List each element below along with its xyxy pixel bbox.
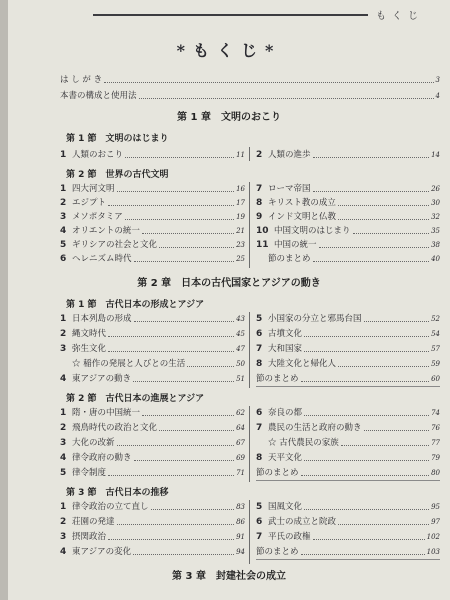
entry-page: 47 [236, 345, 245, 353]
entry-page: 51 [236, 375, 245, 383]
entry-number: 2 [256, 150, 263, 160]
entry-page: 38 [431, 241, 440, 249]
entry-number: 4 [60, 226, 67, 236]
section-heading[interactable]: 第 2 節 古代日本の進展とアジア [66, 394, 205, 404]
toc-entry[interactable] [256, 324, 440, 340]
leader-dots [108, 335, 234, 337]
entry-text: は し が き [60, 75, 103, 85]
entry-page: 30 [431, 199, 440, 207]
toc-entry[interactable] [60, 339, 245, 355]
entry-page: 59 [431, 360, 440, 368]
entry-text: 摂関政治 [72, 532, 107, 542]
entry-text: 節のまとめ [256, 374, 299, 384]
leader-dots [304, 459, 429, 461]
leader-dots [134, 320, 235, 322]
entry-text: 古墳文化 [268, 329, 303, 339]
entry-page: 69 [236, 454, 245, 462]
column-divider [249, 500, 250, 564]
entry-page: 103 [426, 548, 440, 556]
entry-page: 23 [236, 241, 245, 249]
entry-number: 5 [256, 314, 263, 324]
entry-text: ☆ 古代農民の家族 [268, 438, 339, 448]
entry-text: 東アジアの変化 [72, 547, 132, 557]
toc-entry-feature[interactable] [268, 433, 440, 449]
leader-dots [133, 380, 234, 382]
entry-page: 21 [236, 227, 245, 235]
entry-text: メソポタミア [72, 212, 123, 222]
entry-page: 86 [236, 518, 245, 526]
leader-dots [313, 156, 430, 158]
toc-entry[interactable] [256, 527, 440, 543]
section-heading[interactable]: 第 1 節 文明のはじまり [66, 134, 169, 144]
chapter-1-heading[interactable]: 第 1 章 文明のおこり [177, 112, 281, 123]
leader-dots [313, 190, 430, 192]
toc-entry[interactable] [256, 403, 440, 419]
entry-number: 1 [60, 502, 67, 512]
toc-page [8, 0, 450, 600]
summary-rule [256, 559, 440, 560]
leader-dots [125, 156, 234, 158]
entry-text: 縄文時代 [72, 329, 107, 339]
entry-text: 国風文化 [268, 502, 303, 512]
entry-page: 95 [431, 503, 440, 511]
entry-number: 6 [256, 517, 263, 527]
entry-number: 8 [256, 198, 263, 208]
leader-dots [139, 97, 434, 99]
entry-page: 14 [431, 151, 440, 159]
entry-number: 3 [60, 344, 67, 354]
entry-text: 平氏の政権 [268, 532, 311, 542]
leader-dots [187, 365, 234, 367]
entry-text: 中国文明のはじまり [274, 226, 351, 236]
entry-text: 節のまとめ [256, 468, 299, 478]
leader-dots [151, 508, 235, 510]
entry-page: 54 [431, 330, 440, 338]
entry-number: 1 [60, 184, 67, 194]
toc-entry[interactable] [256, 512, 440, 528]
entry-page: 52 [431, 315, 440, 323]
toc-entry[interactable] [256, 339, 440, 355]
entry-text: 武士の成立と院政 [268, 517, 337, 527]
summary-rule [256, 480, 440, 481]
toc-entry[interactable] [256, 497, 440, 513]
entry-text: 律令制度 [72, 468, 107, 478]
toc-entry[interactable] [256, 354, 440, 370]
entry-text: 日本列島の形成 [72, 314, 132, 324]
entry-number: 6 [60, 254, 67, 264]
toc-entry[interactable] [60, 249, 245, 265]
leader-dots [159, 246, 234, 248]
leader-dots [104, 81, 433, 83]
leader-dots [142, 414, 234, 416]
toc-entry[interactable] [60, 463, 245, 479]
entry-text: 中国の統一 [274, 240, 317, 250]
entry-page: 50 [236, 360, 245, 368]
entry-text: ☆ 稲作の発展と人びとの生活 [72, 359, 186, 369]
leader-dots [338, 218, 429, 220]
entry-number: 2 [60, 329, 67, 339]
toc-entry[interactable] [60, 418, 245, 434]
toc-title: *もくじ* [176, 41, 282, 60]
leader-dots [341, 444, 429, 446]
leader-dots [125, 218, 234, 220]
entry-page: 57 [431, 345, 440, 353]
leader-dots [304, 350, 429, 352]
toc-entry[interactable] [60, 433, 245, 449]
entry-number: 3 [60, 438, 67, 448]
section-summary[interactable] [256, 463, 440, 479]
toc-entry[interactable] [60, 145, 245, 161]
entry-number: 7 [256, 532, 263, 542]
running-header: もくじ [376, 11, 424, 22]
entry-text: 農民の生活と政府の動き [268, 423, 362, 433]
leader-dots [353, 232, 430, 234]
entry-page: 97 [431, 518, 440, 526]
entry-text: 人類の進歩 [268, 150, 311, 160]
toc-entry[interactable] [60, 369, 245, 385]
toc-entry[interactable] [60, 512, 245, 528]
entry-number: 6 [256, 408, 263, 418]
entry-text: 東アジアの動き [72, 374, 132, 384]
leader-dots [117, 444, 235, 446]
entry-page: 16 [236, 185, 245, 193]
entry-text: 律令政府の動き [72, 453, 132, 463]
entry-text: 本書の構成と使用法 [60, 91, 137, 101]
leader-dots [313, 538, 425, 540]
entry-text: ローマ帝国 [268, 184, 311, 194]
entry-page: 19 [236, 213, 245, 221]
entry-text: エジプト [72, 198, 107, 208]
entry-page: 40 [431, 255, 440, 263]
leader-dots [338, 204, 429, 206]
section-summary[interactable] [256, 542, 440, 558]
header-rule [93, 14, 368, 16]
entry-number: 1 [60, 150, 67, 160]
leader-dots [301, 380, 430, 382]
leader-dots [313, 260, 430, 262]
entry-page: 43 [236, 315, 245, 323]
summary-rule [256, 386, 440, 387]
entry-text: インド文明と仏教 [268, 212, 337, 222]
leader-dots [108, 538, 234, 540]
section-heading[interactable]: 第 1 節 古代日本の形成とアジア [66, 300, 205, 310]
entry-number: 10 [256, 226, 269, 236]
entry-number: 3 [60, 532, 67, 542]
entry-number: 5 [60, 468, 67, 478]
entry-page: 11 [236, 151, 245, 159]
entry-number: 7 [256, 184, 263, 194]
entry-page: 94 [236, 548, 245, 556]
column-divider [249, 182, 250, 268]
entry-text: 四大河文明 [72, 184, 115, 194]
column-divider [249, 406, 250, 482]
entry-number: 4 [60, 374, 67, 384]
leader-dots [108, 474, 234, 476]
entry-number: 6 [256, 329, 263, 339]
column-divider [249, 312, 250, 388]
leader-dots [134, 260, 235, 262]
entry-page: 35 [431, 227, 440, 235]
column-divider [249, 147, 250, 161]
entry-text: 大和国家 [268, 344, 303, 354]
entry-text: 隋・唐の中国統一 [72, 408, 141, 418]
toc-entry[interactable] [256, 418, 440, 434]
leader-dots [364, 320, 430, 322]
entry-page: 32 [431, 213, 440, 221]
leader-dots [304, 508, 429, 510]
entry-text: 人類のおこり [72, 150, 124, 160]
entry-number: 7 [256, 344, 263, 354]
entry-number: 1 [60, 408, 67, 418]
entry-page: 45 [236, 330, 245, 338]
entry-text: 節のまとめ [268, 254, 311, 264]
entry-text: ヘレニズム時代 [72, 254, 132, 264]
leader-dots [301, 553, 425, 555]
entry-text: オリエントの統一 [72, 226, 140, 236]
toc-entry[interactable] [256, 448, 440, 464]
toc-entry-usage[interactable] [60, 86, 440, 102]
leader-dots [319, 246, 430, 248]
entry-page: 80 [431, 469, 440, 477]
entry-page: 102 [426, 533, 440, 541]
entry-text: 小国家の分立と邪馬台国 [268, 314, 362, 324]
section-heading[interactable]: 第 3 節 古代日本の推移 [66, 488, 169, 498]
leader-dots [159, 429, 234, 431]
leader-dots [338, 365, 429, 367]
leader-dots [304, 414, 429, 416]
entry-text: 奈良の都 [268, 408, 303, 418]
entry-text: キリスト教の成立 [268, 198, 336, 208]
entry-page: 76 [431, 424, 440, 432]
entry-page: 62 [236, 409, 245, 417]
entry-text: 天平文化 [268, 453, 303, 463]
entry-page: 26 [431, 185, 440, 193]
binding-margin [0, 0, 8, 600]
toc-entry[interactable] [60, 527, 245, 543]
entry-page: 17 [236, 199, 245, 207]
entry-page: 71 [236, 469, 245, 477]
entry-page: 60 [431, 375, 440, 383]
leader-dots [134, 459, 235, 461]
entry-number: 9 [256, 212, 263, 222]
entry-text: 節のまとめ [256, 547, 299, 557]
toc-entry[interactable] [60, 542, 245, 558]
toc-entry[interactable] [60, 448, 245, 464]
entry-number: 2 [60, 198, 67, 208]
leader-dots [117, 190, 235, 192]
leader-dots [304, 335, 429, 337]
leader-dots [108, 350, 234, 352]
toc-entry[interactable] [256, 309, 440, 325]
section-summary[interactable] [256, 249, 440, 265]
entry-page: 91 [236, 533, 245, 541]
entry-page: 64 [236, 424, 245, 432]
entry-page: 83 [236, 503, 245, 511]
leader-dots [133, 553, 234, 555]
entry-number: 1 [60, 314, 67, 324]
toc-entry-preface[interactable] [60, 70, 440, 86]
entry-number: 8 [256, 453, 263, 463]
entry-number: 2 [60, 423, 67, 433]
entry-number: 3 [60, 212, 67, 222]
toc-entry[interactable] [60, 324, 245, 340]
leader-dots [108, 204, 234, 206]
entry-page: 3 [435, 76, 440, 84]
entry-number: 5 [60, 240, 67, 250]
entry-page: 25 [236, 255, 245, 263]
entry-number: 4 [60, 547, 67, 557]
leader-dots [142, 232, 234, 234]
entry-text: 律令政治の立て直し [72, 502, 149, 512]
entry-text: 荘園の発達 [72, 517, 115, 527]
entry-text: ギリシアの社会と文化 [72, 240, 158, 250]
leader-dots [364, 429, 430, 431]
section-heading[interactable]: 第 2 節 世界の古代文明 [66, 170, 169, 180]
entry-page: 77 [431, 439, 440, 447]
toc-entry-feature[interactable] [72, 354, 245, 370]
leader-dots [301, 474, 430, 476]
entry-text: 大陸文化と帰化人 [268, 359, 337, 369]
entry-page: 79 [431, 454, 440, 462]
toc-entry[interactable] [60, 497, 245, 513]
entry-text: 飛鳥時代の政治と文化 [72, 423, 158, 433]
toc-entry[interactable] [60, 309, 245, 325]
section-summary[interactable] [256, 369, 440, 385]
entry-number: 2 [60, 517, 67, 527]
toc-entry[interactable] [256, 145, 440, 161]
entry-number: 5 [256, 502, 263, 512]
entry-text: 弥生文化 [72, 344, 107, 354]
entry-number: 11 [256, 240, 269, 250]
chapter-2-heading[interactable]: 第 2 章 日本の古代国家とアジアの動き [137, 278, 321, 289]
chapter-3-heading[interactable]: 第 3 章 封建社会の成立 [172, 571, 286, 582]
leader-dots [117, 523, 235, 525]
entry-number: 7 [256, 423, 263, 433]
entry-text: 大化の改新 [72, 438, 115, 448]
entry-number: 8 [256, 359, 263, 369]
entry-page: 67 [236, 439, 245, 447]
leader-dots [338, 523, 429, 525]
toc-entry[interactable] [60, 403, 245, 419]
entry-page: 74 [431, 409, 440, 417]
entry-number: 4 [60, 453, 67, 463]
entry-page: 4 [435, 92, 440, 100]
